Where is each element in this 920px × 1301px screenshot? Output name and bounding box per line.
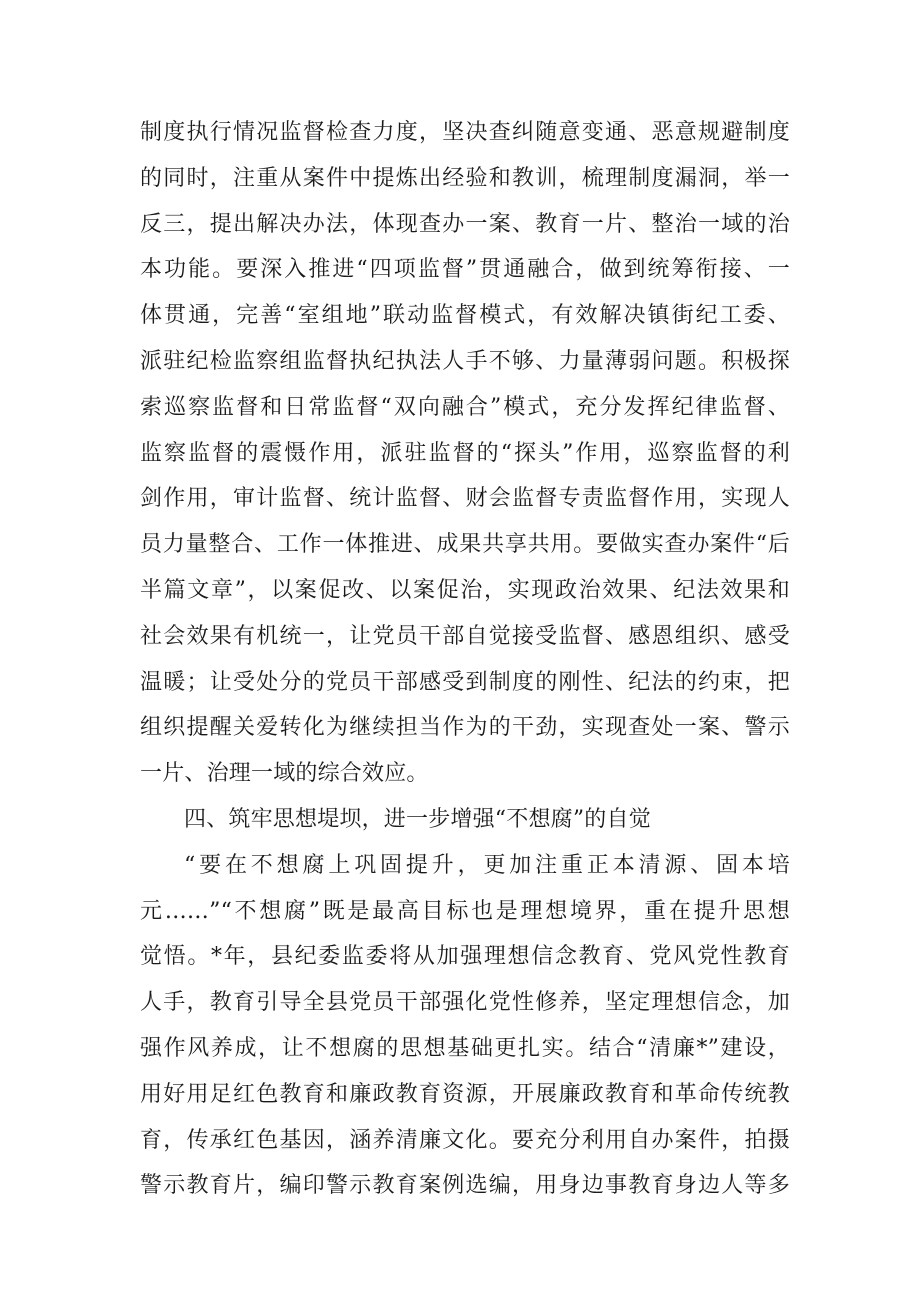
text-line: 半篇文章”，以案促改、以案促治，实现政治效果、纪法效果和 — [140, 577, 790, 603]
text-line: 剑作用，审计监督、统计监督、财会监督专责监督作用，实现人 — [140, 486, 790, 512]
text-line: 制度执行情况监督检查力度，坚决查纠随意变通、恶意规避制度 — [140, 120, 790, 145]
text-line: 员力量整合、工作一体推进、成果共享共用。要做实查办案件“后 — [140, 532, 790, 558]
body-text — [140, 110, 790, 1209]
text-line: 索巡察监督和日常监督“双向融合”模式，充分发挥纪律监督、 — [140, 394, 790, 420]
text-line: 温暖；让受处分的党员干部感受到制度的刚性、纪法的约束，把 — [140, 669, 790, 695]
text-line: “要在不想腐上巩固提升，更加注重正本清源、固本培 — [184, 852, 790, 878]
text-line: 警示教育片，编印警示教育案例选编，用身边事教育身边人等多 — [140, 1173, 790, 1199]
text-line: 派驻纪检监察组监督执纪执法人手不够、力量薄弱问题。积极探 — [140, 348, 790, 374]
text-line: 监察监督的震慑作用，派驻监督的“探头”作用，巡察监督的利 — [140, 440, 790, 466]
text-line: 组织提醒关爱转化为继续担当作为的干劲，实现查处一案、警示 — [140, 715, 790, 741]
text-line: 人手，教育引导全县党员干部强化党性修养，坚定理想信念，加 — [140, 990, 790, 1016]
text-line: 体贯通，完善“室组地”联动监督模式，有效解决镇街纪工委、 — [140, 303, 790, 329]
section-heading: 四、筑牢思想堤坝，进一步增强“不想腐”的自觉 — [184, 806, 651, 832]
text-line: 育，传承红色基因，涵养清廉文化。要充分利用自办案件，拍摄 — [140, 1127, 790, 1153]
text-line: 用好用足红色教育和廉政教育资源，开展廉政教育和革命传统教 — [140, 1081, 790, 1107]
text-line: 反三，提出解决办法，体现查办一案、教育一片、整治一域的治 — [140, 211, 790, 237]
text-line: 社会效果有机统一，让党员干部自觉接受监督、感恩组织、感受 — [140, 623, 790, 649]
text-line: 觉悟。*年，县纪委监委将从加强理想信念教育、党风党性教育 — [140, 944, 790, 970]
text-line: 一片、治理一域的综合效应。 — [140, 761, 429, 787]
text-line: 本功能。要深入推进“四项监督”贯通融合，做到统筹衔接、一 — [140, 257, 790, 283]
text-line: 元……”“不想腐”既是最高目标也是理想境界，重在提升思想 — [140, 898, 790, 924]
text-line: 强作风养成，让不想腐的思想基础更扎实。结合“清廉*”建设， — [140, 1035, 790, 1061]
text-line: 的同时，注重从案件中提炼出经验和教训，梳理制度漏洞，举一 — [140, 165, 790, 191]
